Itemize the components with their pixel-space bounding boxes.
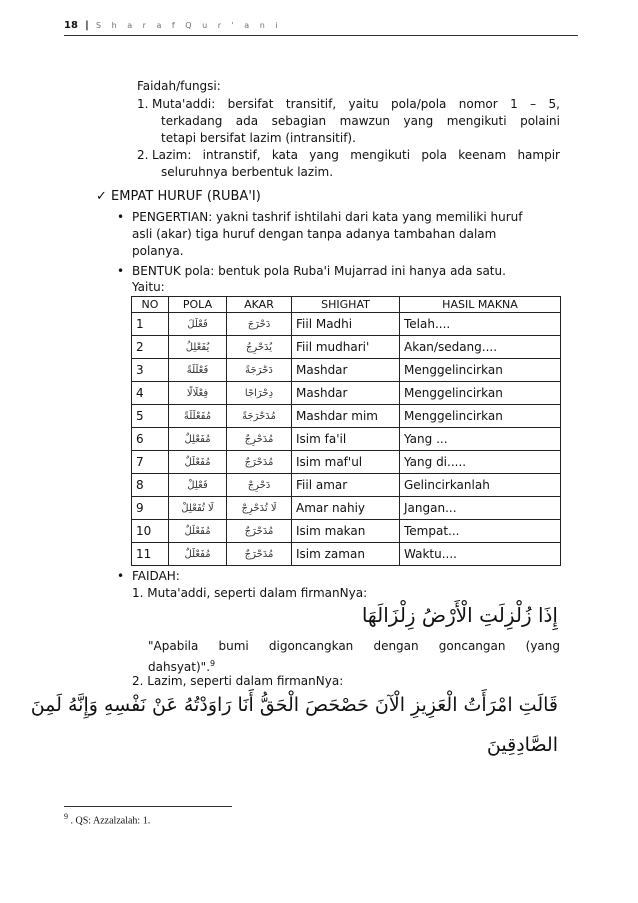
cell-makna: Menggelincirkan xyxy=(400,405,561,428)
header-separator: | xyxy=(85,20,89,31)
cell-akar: دِحْرَاجًا xyxy=(227,382,292,405)
cell-makna: Gelincirkanlah xyxy=(400,474,561,497)
cell-shighat: Fiil mudhari' xyxy=(292,336,400,359)
cell-akar: يُدَحْرِجُ xyxy=(227,336,292,359)
section-heading xyxy=(96,188,261,205)
footnote-ref: 9 xyxy=(210,659,216,668)
page-number: 18 xyxy=(64,20,78,31)
table-row xyxy=(132,359,561,382)
header-akar: AKAR xyxy=(227,297,292,313)
cell-akar: دَحْرَجَ xyxy=(227,313,292,336)
cell-shighat: Mashdar mim xyxy=(292,405,400,428)
bullet-icon: • xyxy=(117,210,125,224)
cell-no: 1 xyxy=(132,313,169,336)
faidah-bottom-item2: 2. Lazim, seperti dalam firmanNya: xyxy=(132,674,344,688)
cell-pola: فِعْلَالًا xyxy=(169,382,227,405)
table-row xyxy=(132,405,561,428)
cell-pola: مُفَعْلَلٌ xyxy=(169,451,227,474)
table-row xyxy=(132,382,561,405)
cell-akar: دَحْرَجَةً xyxy=(227,359,292,382)
bentuk-line2: Yaitu: xyxy=(132,280,165,294)
cell-makna: Waktu.... xyxy=(400,543,561,566)
faidah-item1-number: 1. xyxy=(137,97,149,111)
pengertian-line3: polanya. xyxy=(132,244,184,258)
cell-shighat: Fiil amar xyxy=(292,474,400,497)
cell-pola: مُفَعْلَلٌ xyxy=(169,520,227,543)
translation-line2: dahsyat)".$^9$ xyxy=(148,659,216,674)
page-header xyxy=(64,20,282,31)
cell-shighat: Mashdar xyxy=(292,382,400,405)
faidah-item1-line2: terkadang ada sebagian mawzun yang mengikuti polaini xyxy=(161,114,560,128)
header-no: NO xyxy=(132,297,169,313)
faidah-item2-line2: seluruhnya berbentuk lazim. xyxy=(161,165,334,179)
cell-akar: مُدَحْرَجٌ xyxy=(227,543,292,566)
cell-makna: Menggelincirkan xyxy=(400,382,561,405)
table-header-row xyxy=(132,297,561,313)
footnote-rule xyxy=(64,806,232,807)
cell-shighat: Fiil Madhi xyxy=(292,313,400,336)
cell-no: 6 xyxy=(132,428,169,451)
cell-makna: Telah.... xyxy=(400,313,561,336)
cell-shighat: Isim makan xyxy=(292,520,400,543)
cell-pola: فَعْلَلَ xyxy=(169,313,227,336)
cell-akar: مُدَحْرَجٌ xyxy=(227,520,292,543)
footnote-text: . QS: Azzalzalah: 1. xyxy=(70,815,151,827)
cell-shighat: Mashdar xyxy=(292,359,400,382)
translation-line1: "Apabila bumi digoncangkan dengan goncangan (yang xyxy=(148,639,560,653)
cell-akar: مُدَحْرَجٌ xyxy=(227,451,292,474)
cell-shighat: Isim maf'ul xyxy=(292,451,400,474)
faidah-item1-line1: Muta'addi: bersifat transitif, yaitu pola/pola nomor 1 – 5, xyxy=(152,97,560,111)
cell-pola: مُفَعْلَلٌ xyxy=(169,543,227,566)
table-row xyxy=(132,497,561,520)
cell-akar: دَحْرِجْ xyxy=(227,474,292,497)
cell-shighat: Isim zaman xyxy=(292,543,400,566)
table-row xyxy=(132,520,561,543)
cell-no: 5 xyxy=(132,405,169,428)
pengertian-line1: PENGERTIAN: yakni tashrif ishtilahi dari kata yang memiliki huruf xyxy=(132,210,523,224)
cell-pola: لَا تُفَعْلِلْ xyxy=(169,497,227,520)
faidah-bottom-title: FAIDAH: xyxy=(132,569,180,583)
cell-no: 3 xyxy=(132,359,169,382)
header-hasil-makna: HASIL MAKNA xyxy=(400,297,561,313)
cell-akar: مُدَحْرِجٌ xyxy=(227,428,292,451)
cell-makna: Menggelincirkan xyxy=(400,359,561,382)
cell-makna: Akan/sedang.... xyxy=(400,336,561,359)
pengertian-line2: asli (akar) tiga huruf dengan tanpa adanya tambahan dalam xyxy=(132,227,497,241)
header-pola: POLA xyxy=(169,297,227,313)
cell-makna: Yang ... xyxy=(400,428,561,451)
cell-pola: فَعْلَلَةً xyxy=(169,359,227,382)
faidah-item2-line1: Lazim: intranstif, kata yang mengikuti pola keenam hampir xyxy=(152,148,560,162)
cell-shighat: Isim fa'il xyxy=(292,428,400,451)
cell-no: 2 xyxy=(132,336,169,359)
cell-no: 10 xyxy=(132,520,169,543)
cell-akar: لَا تُدَحْرِجْ xyxy=(227,497,292,520)
cell-pola: يُفَعْلِلُ xyxy=(169,336,227,359)
header-shighat: SHIGHAT xyxy=(292,297,400,313)
cell-pola: مُفَعْلِلٌ xyxy=(169,428,227,451)
cell-no: 7 xyxy=(132,451,169,474)
cell-pola: فَعْلِلْ xyxy=(169,474,227,497)
table-row xyxy=(132,474,561,497)
cell-no: 8 xyxy=(132,474,169,497)
cell-no: 4 xyxy=(132,382,169,405)
cell-no: 9 xyxy=(132,497,169,520)
faidah-item1-line3: tetapi bersifat lazim (intransitif). xyxy=(161,131,356,145)
table-row xyxy=(132,313,561,336)
footnote xyxy=(64,812,150,826)
quran-verse-1: إِذَا زُلْزِلَتِ الْأَرْضُ زِلْزَالَهَا xyxy=(361,603,558,627)
footnote-number: 9 xyxy=(64,812,68,821)
faidah-item2-number: 2. xyxy=(137,148,149,162)
cell-makna: Yang di..... xyxy=(400,451,561,474)
quran-verse-2-line1: قَالَتِ امْرَأَتُ الْعَزِيزِ الْآنَ حَصْحَصَ الْحَقُّ أَنَا رَاوَدْتُهُ عَنْ نَفْسِهِ وَإِنَّهُ لَمِنَ xyxy=(30,694,558,716)
table-row xyxy=(132,543,561,566)
bullet-icon: • xyxy=(117,264,125,278)
cell-makna: Jangan... xyxy=(400,497,561,520)
cell-pola: مُفَعْلَلَةً xyxy=(169,405,227,428)
section-title: EMPAT HURUF (RUBA'I) xyxy=(111,189,261,204)
cell-akar: مُدَحْرَجَةً xyxy=(227,405,292,428)
table-row xyxy=(132,451,561,474)
cell-makna: Tempat... xyxy=(400,520,561,543)
faidah-bottom-item1: 1. Muta'addi, seperti dalam firmanNya: xyxy=(132,586,368,600)
table-row xyxy=(132,336,561,359)
checkmark-icon: ✓ xyxy=(96,189,107,204)
tashrif-table xyxy=(131,296,561,566)
faidah-title: Faidah/fungsi: xyxy=(137,79,221,93)
header-rule xyxy=(64,35,578,36)
bentuk-line1: BENTUK pola: bentuk pola Ruba'i Mujarrad ini hanya ada satu. xyxy=(132,264,506,278)
running-title: S h a r a f Q u r ' a n i xyxy=(95,21,282,30)
cell-shighat: Amar nahiy xyxy=(292,497,400,520)
cell-no: 11 xyxy=(132,543,169,566)
bullet-icon: • xyxy=(117,569,125,583)
table-row xyxy=(132,428,561,451)
quran-verse-2-line2: الصَّادِقِينَ xyxy=(486,734,558,756)
